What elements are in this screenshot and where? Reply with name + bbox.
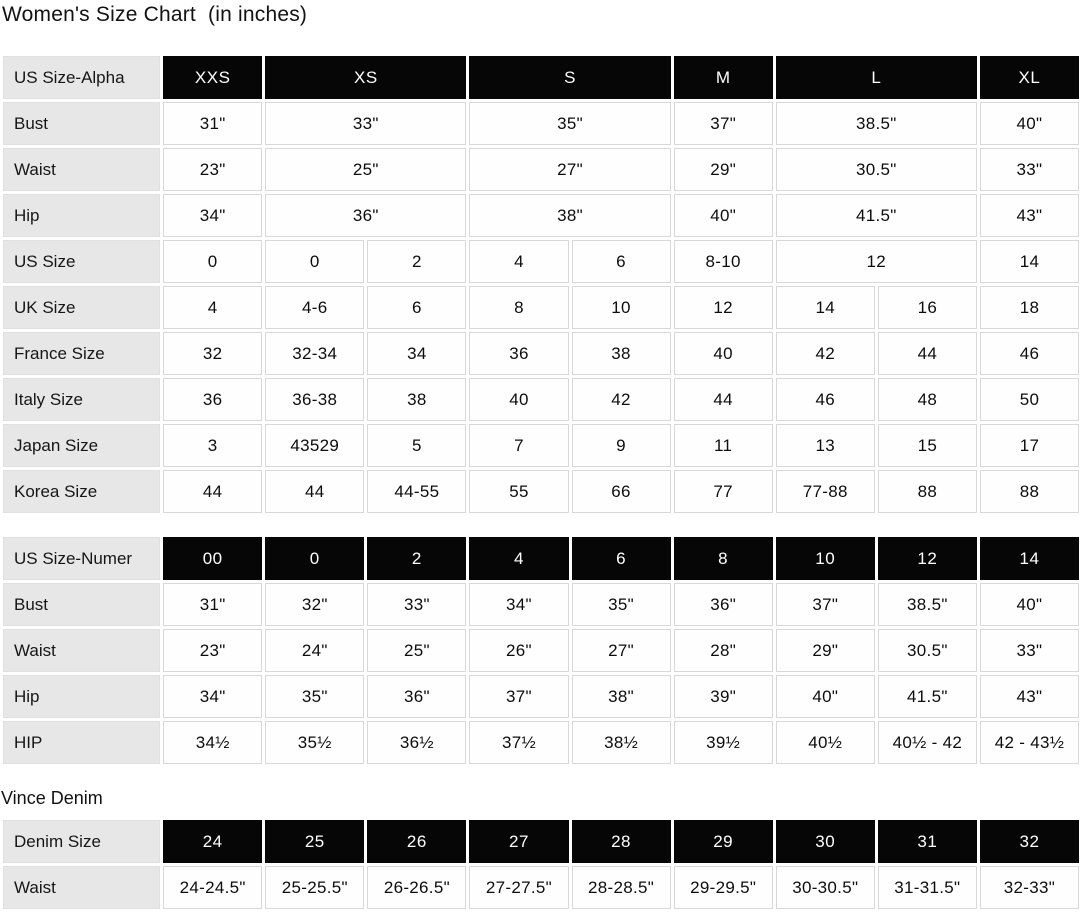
value-cell: 34" — [469, 583, 568, 626]
value-cell: 88 — [980, 470, 1079, 513]
value-cell: 10 — [572, 286, 671, 329]
value-cell: 29-29.5" — [674, 866, 773, 909]
value-cell: 33" — [980, 629, 1079, 672]
value-cell: 8 — [469, 286, 568, 329]
table-row — [3, 629, 1079, 672]
value-cell: 39" — [674, 675, 773, 718]
size-header-cell: 8 — [674, 537, 773, 580]
value-cell: 40" — [980, 102, 1079, 145]
value-cell: 15 — [878, 424, 977, 467]
table-row — [3, 148, 1079, 191]
size-header-cell: 32 — [980, 820, 1079, 863]
table-row — [3, 102, 1079, 145]
size-header-cell: 12 — [878, 537, 977, 580]
value-cell: 42 — [776, 332, 875, 375]
value-cell: 77-88 — [776, 470, 875, 513]
value-cell: 27" — [572, 629, 671, 672]
value-cell: 0 — [265, 240, 364, 283]
table-row — [3, 194, 1079, 237]
value-cell: 40" — [776, 675, 875, 718]
value-cell: 36½ — [367, 721, 466, 764]
size-header-cell: 28 — [572, 820, 671, 863]
value-cell: 37" — [776, 583, 875, 626]
header-row — [3, 56, 1079, 99]
size-header-cell: M — [674, 56, 773, 99]
value-cell: 46 — [980, 332, 1079, 375]
value-cell: 25" — [367, 629, 466, 672]
value-cell: 36-38 — [265, 378, 364, 421]
table-row — [3, 721, 1079, 764]
value-cell: 36" — [265, 194, 466, 237]
value-cell: 43" — [980, 675, 1079, 718]
size-header-cell: 0 — [265, 537, 364, 580]
value-cell: 38 — [572, 332, 671, 375]
value-cell: 7 — [469, 424, 568, 467]
row-label: Bust — [3, 102, 160, 145]
size-header-cell: XXS — [163, 56, 262, 99]
value-cell: 14 — [776, 286, 875, 329]
alpha-size-table — [0, 53, 1082, 516]
value-cell: 38 — [367, 378, 466, 421]
size-header-cell: 25 — [265, 820, 364, 863]
value-cell: 32-34 — [265, 332, 364, 375]
value-cell: 17 — [980, 424, 1079, 467]
value-cell: 33" — [265, 102, 466, 145]
row-label: Waist — [3, 866, 160, 909]
row-label: Italy Size — [3, 378, 160, 421]
table-row — [3, 675, 1079, 718]
size-header-cell: 14 — [980, 537, 1079, 580]
value-cell: 29" — [674, 148, 773, 191]
size-header-cell: L — [776, 56, 977, 99]
value-cell: 48 — [878, 378, 977, 421]
value-cell: 24" — [265, 629, 364, 672]
size-header-cell: 27 — [469, 820, 568, 863]
value-cell: 31" — [163, 583, 262, 626]
row-label: Bust — [3, 583, 160, 626]
table-row — [3, 583, 1079, 626]
row-label: Korea Size — [3, 470, 160, 513]
denim-size-table — [0, 817, 1082, 912]
value-cell: 18 — [980, 286, 1079, 329]
table-row — [3, 286, 1079, 329]
value-cell: 43529 — [265, 424, 364, 467]
value-cell: 40½ — [776, 721, 875, 764]
value-cell: 16 — [878, 286, 977, 329]
value-cell: 44 — [265, 470, 364, 513]
row-label: France Size — [3, 332, 160, 375]
value-cell: 44 — [674, 378, 773, 421]
value-cell: 41.5" — [878, 675, 977, 718]
value-cell: 37" — [674, 102, 773, 145]
table-row — [3, 240, 1079, 283]
value-cell: 40" — [980, 583, 1079, 626]
value-cell: 29" — [776, 629, 875, 672]
value-cell: 6 — [367, 286, 466, 329]
value-cell: 34" — [163, 675, 262, 718]
size-header-cell: XL — [980, 56, 1079, 99]
value-cell: 4-6 — [265, 286, 364, 329]
row-label: Japan Size — [3, 424, 160, 467]
value-cell: 55 — [469, 470, 568, 513]
value-cell: 6 — [572, 240, 671, 283]
header-row-label: Denim Size — [3, 820, 160, 863]
value-cell: 4 — [163, 286, 262, 329]
row-label: US Size — [3, 240, 160, 283]
value-cell: 38" — [469, 194, 670, 237]
header-row — [3, 537, 1079, 580]
value-cell: 33" — [367, 583, 466, 626]
value-cell: 42 - 43½ — [980, 721, 1079, 764]
value-cell: 4 — [469, 240, 568, 283]
value-cell: 36 — [163, 378, 262, 421]
table-row — [3, 866, 1079, 909]
table-row — [3, 332, 1079, 375]
value-cell: 77 — [674, 470, 773, 513]
value-cell: 13 — [776, 424, 875, 467]
value-cell: 44 — [163, 470, 262, 513]
size-header-cell: 10 — [776, 537, 875, 580]
value-cell: 35" — [469, 102, 670, 145]
size-header-cell: 24 — [163, 820, 262, 863]
value-cell: 39½ — [674, 721, 773, 764]
value-cell: 2 — [367, 240, 466, 283]
value-cell: 50 — [980, 378, 1079, 421]
value-cell: 23" — [163, 148, 262, 191]
value-cell: 35" — [265, 675, 364, 718]
value-cell: 36 — [469, 332, 568, 375]
value-cell: 12 — [776, 240, 977, 283]
value-cell: 30.5" — [878, 629, 977, 672]
value-cell: 40 — [469, 378, 568, 421]
value-cell: 37" — [469, 675, 568, 718]
table-row — [3, 424, 1079, 467]
value-cell: 41.5" — [776, 194, 977, 237]
value-cell: 30.5" — [776, 148, 977, 191]
value-cell: 12 — [674, 286, 773, 329]
value-cell: 38.5" — [776, 102, 977, 145]
value-cell: 24-24.5" — [163, 866, 262, 909]
value-cell: 46 — [776, 378, 875, 421]
value-cell: 25" — [265, 148, 466, 191]
value-cell: 37½ — [469, 721, 568, 764]
value-cell: 42 — [572, 378, 671, 421]
value-cell: 32" — [265, 583, 364, 626]
value-cell: 5 — [367, 424, 466, 467]
value-cell: 27-27.5" — [469, 866, 568, 909]
row-label: Hip — [3, 194, 160, 237]
value-cell: 28" — [674, 629, 773, 672]
value-cell: 32-33" — [980, 866, 1079, 909]
value-cell: 27" — [469, 148, 670, 191]
denim-section-heading: Vince Denim — [1, 788, 103, 808]
value-cell: 38.5" — [878, 583, 977, 626]
value-cell: 88 — [878, 470, 977, 513]
value-cell: 28-28.5" — [572, 866, 671, 909]
size-header-cell: 4 — [469, 537, 568, 580]
value-cell: 35" — [572, 583, 671, 626]
value-cell: 31-31.5" — [878, 866, 977, 909]
value-cell: 26-26.5" — [367, 866, 466, 909]
row-label: HIP — [3, 721, 160, 764]
value-cell: 25-25.5" — [265, 866, 364, 909]
size-header-cell: 00 — [163, 537, 262, 580]
value-cell: 0 — [163, 240, 262, 283]
size-header-cell: 26 — [367, 820, 466, 863]
value-cell: 40 — [674, 332, 773, 375]
value-cell: 36" — [367, 675, 466, 718]
row-label: Waist — [3, 629, 160, 672]
size-header-cell: 31 — [878, 820, 977, 863]
value-cell: 31" — [163, 102, 262, 145]
numeric-size-table — [0, 534, 1082, 767]
value-cell: 36" — [674, 583, 773, 626]
value-cell: 11 — [674, 424, 773, 467]
value-cell: 40" — [674, 194, 773, 237]
size-header-cell: XS — [265, 56, 466, 99]
value-cell: 38½ — [572, 721, 671, 764]
value-cell: 14 — [980, 240, 1079, 283]
row-label: UK Size — [3, 286, 160, 329]
size-header-cell: 2 — [367, 537, 466, 580]
value-cell: 44 — [878, 332, 977, 375]
table-row — [3, 470, 1079, 513]
value-cell: 34½ — [163, 721, 262, 764]
value-cell: 3 — [163, 424, 262, 467]
value-cell: 66 — [572, 470, 671, 513]
value-cell: 44-55 — [367, 470, 466, 513]
value-cell: 38" — [572, 675, 671, 718]
value-cell: 33" — [980, 148, 1079, 191]
value-cell: 23" — [163, 629, 262, 672]
header-row — [3, 820, 1079, 863]
value-cell: 26" — [469, 629, 568, 672]
value-cell: 43" — [980, 194, 1079, 237]
size-header-cell: 6 — [572, 537, 671, 580]
row-label: Hip — [3, 675, 160, 718]
size-header-cell: 30 — [776, 820, 875, 863]
value-cell: 35½ — [265, 721, 364, 764]
size-header-cell: S — [469, 56, 670, 99]
page-title: Women's Size Chart (in inches) — [2, 3, 308, 26]
value-cell: 34" — [163, 194, 262, 237]
value-cell: 9 — [572, 424, 671, 467]
value-cell: 30-30.5" — [776, 866, 875, 909]
header-row-label: US Size-Alpha — [3, 56, 160, 99]
value-cell: 32 — [163, 332, 262, 375]
header-row-label: US Size-Numer — [3, 537, 160, 580]
size-header-cell: 29 — [674, 820, 773, 863]
row-label: Waist — [3, 148, 160, 191]
value-cell: 34 — [367, 332, 466, 375]
value-cell: 8-10 — [674, 240, 773, 283]
table-row — [3, 378, 1079, 421]
value-cell: 40½ - 42 — [878, 721, 977, 764]
